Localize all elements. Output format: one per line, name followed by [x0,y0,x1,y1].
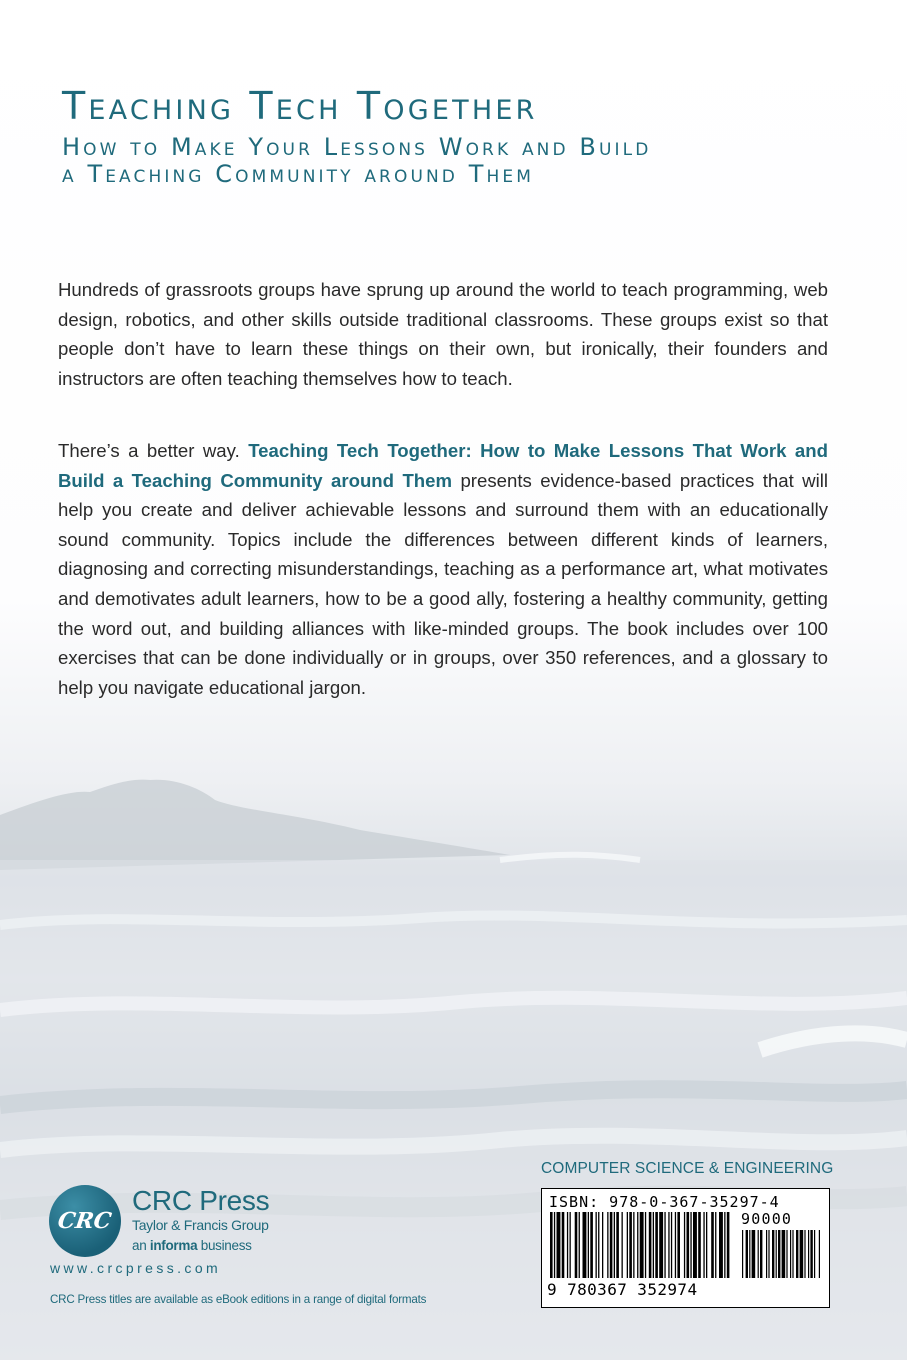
barcode-bar [590,1212,593,1278]
barcode-bar [610,1212,613,1278]
barcode-bar [640,1212,644,1278]
informa-bold: informa [149,1238,198,1253]
barcode-bar [633,1212,634,1278]
barcode-bar [687,1212,690,1278]
barcode-addon-bar [760,1230,762,1278]
barcode-bar [671,1212,672,1278]
barcode-addon-bar [814,1230,815,1278]
barcode-addon-bar [819,1230,820,1278]
crc-logo-text: CRC [56,1208,114,1234]
subtitle-line-1: How to Make Your Lessons Work and Build [62,133,652,161]
barcode-addon-bar [796,1230,798,1278]
publisher-url: www.crcpress.com [50,1260,222,1276]
paragraph2-intro: There’s a better way. [58,440,249,461]
ebook-note: CRC Press titles are available as eBook editions in a range of digital formats [50,1293,427,1306]
barcode-addon-bar [778,1230,780,1278]
barcode-addon-bar [790,1230,791,1278]
barcode-bar [602,1212,603,1278]
barcode-bar [677,1212,680,1278]
barcode-bar [668,1212,669,1278]
barcode-bar [616,1212,619,1278]
barcode-bar [645,1212,646,1278]
barcode-addon-bar [792,1230,793,1278]
barcode-bar [715,1212,716,1278]
barcode-bar [550,1212,553,1278]
barcode-addon-bar [772,1230,774,1278]
barcode-bar [557,1212,561,1278]
barcode-bar [596,1212,597,1278]
barcode-box [541,1188,830,1308]
barcode-bar [664,1212,665,1278]
barcode-addon-bar [776,1230,777,1278]
barcode-bar [627,1212,628,1278]
barcode-addon-bar [768,1230,769,1278]
barcode-bar [562,1212,565,1278]
barcode-bar [724,1212,725,1278]
ean-digits: 9 780367 352974 [547,1280,698,1299]
book-title: Teaching Tech Together [62,84,538,128]
barcode-bars [550,1212,822,1282]
barcode-bar [607,1212,608,1278]
barcode-bar [655,1212,658,1278]
barcode-addon-bar [758,1230,759,1278]
isbn-label: ISBN: 978-0-367-35297-4 [549,1193,780,1211]
barcode-bar [690,1212,691,1278]
barcode-bar [693,1212,697,1278]
publisher-group: Taylor & Francis Group [132,1217,269,1233]
informa-suffix: business [197,1238,252,1253]
subject-category: COMPUTER SCIENCE & ENGINEERING [541,1160,834,1177]
barcode-bar [719,1212,723,1278]
informa-prefix: an [132,1238,150,1253]
paragraph2-bold-title: Teaching Tech Together: How to Make Lessons That Work and Build a Teaching Community around Them [58,440,828,491]
barcode-bar [629,1212,632,1278]
barcode-addon-bar [742,1230,743,1278]
barcode-addon-bar [746,1230,748,1278]
barcode-addon-bar [766,1230,767,1278]
barcode-bar [614,1212,615,1278]
price-code: 90000 [741,1210,793,1228]
barcode-bar [575,1212,578,1278]
barcode-bar [554,1212,555,1278]
barcode-addon-bar [810,1230,812,1278]
barcode-bar [727,1212,730,1278]
barcode-bar [637,1212,638,1278]
barcode-bar [675,1212,676,1278]
barcode-bar [653,1212,654,1278]
publisher-name: CRC Press [132,1185,270,1216]
barcode-addon-bar [808,1230,809,1278]
barcode-bar [706,1212,707,1278]
informa-tagline [132,1238,252,1253]
description-paragraph-1: Hundreds of grassroots groups have sprung up around the world to teach programming, web design, robotics, and other skills outside traditional classrooms. These groups exist so that people don’t have to learn these things on their own, but ironically, their founders and instructors are often teaching themselves how to teach. [58,279,828,389]
crc-logo [49,1185,121,1257]
barcode-addon-bar [800,1230,804,1278]
barcode-addon-bar [749,1230,750,1278]
barcode-bar [711,1212,714,1278]
barcode-bar [622,1212,623,1278]
barcode-bar [588,1212,589,1278]
barcode-addon-bar [804,1230,805,1278]
barcode-bar [598,1212,599,1278]
barcode-bar [698,1212,701,1278]
barcode-bar [579,1212,580,1278]
subtitle-line-2: a Teaching Community around Them [62,160,534,188]
barcode-bar [583,1212,587,1278]
barcode-addon-bar [782,1230,786,1278]
barcode-bar [649,1212,652,1278]
description-paragraph-2 [58,436,828,702]
barcode-bar [703,1212,704,1278]
barcode-bar [659,1212,663,1278]
barcode-bar [684,1212,685,1278]
barcode-addon-bar [786,1230,787,1278]
barcode-bar [567,1212,568,1278]
paragraph2-rest: presents evidence-based practices that will help you create and deliver achievable lessons and surround them with an educationally sound community. Topics include the differences between different kinds of learners, diagnosing and correcting misunderstandings, teaching as a performance art, what motivates and demotivates adult learners, how to be a good ally, fostering a healthy community, getting the word out, and building alliances with like-minded groups. The book includes over 100 exercises that can be done individually or in groups, over 350 references, and a glossary to help you navigate educational jargon. [58,469,828,698]
barcode-bar [570,1212,571,1278]
barcode-addon-bar [752,1230,756,1278]
